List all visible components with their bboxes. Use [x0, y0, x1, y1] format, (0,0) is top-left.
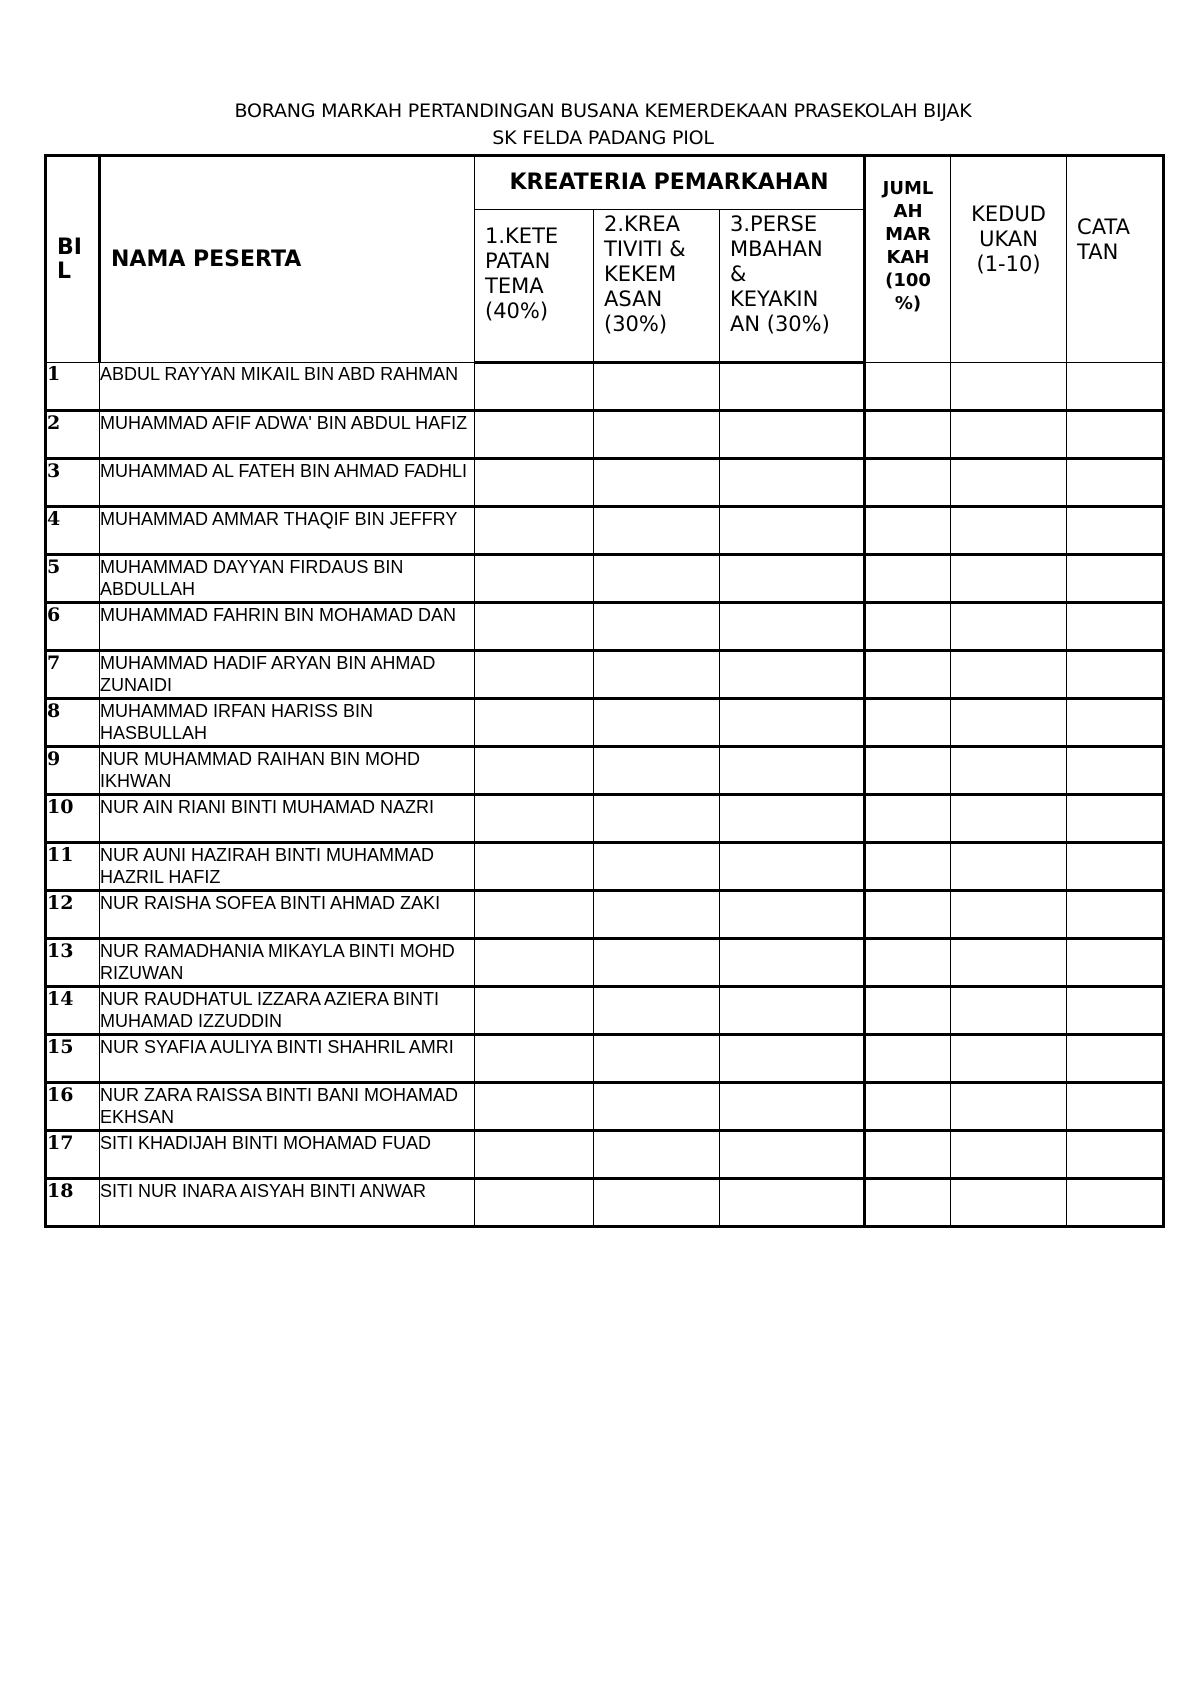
row-nama-peserta: MUHAMMAD FAHRIN BIN MOHAMAD DAN	[100, 603, 475, 651]
header-kedudukan: KEDUD UKAN (1-10)	[951, 156, 1067, 363]
score-catatan-cell[interactable]	[1067, 987, 1164, 1035]
row-bil: 18	[46, 1179, 100, 1227]
score-jumlah-cell[interactable]	[865, 363, 951, 411]
score-kedudukan-cell[interactable]	[951, 651, 1067, 699]
score-jumlah-cell[interactable]	[865, 555, 951, 603]
score-kriteria-1-cell[interactable]	[475, 651, 594, 699]
table-row	[46, 651, 1164, 699]
row-nama-peserta: MUHAMMAD AMMAR THAQIF BIN JEFFRY	[100, 507, 475, 555]
row-bil: 4	[46, 507, 100, 555]
score-kriteria-3-cell[interactable]	[720, 1131, 865, 1179]
row-bil: 6	[46, 603, 100, 651]
score-kedudukan-cell[interactable]	[951, 747, 1067, 795]
score-kedudukan-cell[interactable]	[951, 795, 1067, 843]
table-row	[46, 603, 1164, 651]
table-row	[46, 939, 1164, 987]
score-kriteria-3-cell[interactable]	[720, 507, 865, 555]
score-jumlah-cell[interactable]	[865, 1035, 951, 1083]
score-kriteria-1-cell[interactable]	[475, 987, 594, 1035]
score-kriteria-2-cell[interactable]	[594, 987, 720, 1035]
score-catatan-cell[interactable]	[1067, 795, 1164, 843]
row-nama-peserta: NUR RAUDHATUL IZZARA AZIERA BINTI MUHAMAD IZZUDDIN	[100, 987, 475, 1035]
score-jumlah-cell[interactable]	[865, 1083, 951, 1131]
score-jumlah-cell[interactable]	[865, 891, 951, 939]
table-row	[46, 891, 1164, 939]
score-catatan-cell[interactable]	[1067, 555, 1164, 603]
score-kriteria-2-cell[interactable]	[594, 1083, 720, 1131]
score-kriteria-2-cell[interactable]	[594, 507, 720, 555]
score-jumlah-cell[interactable]	[865, 987, 951, 1035]
score-jumlah-cell[interactable]	[865, 1179, 951, 1227]
row-nama-peserta: MUHAMMAD IRFAN HARISS BIN HASBULLAH	[100, 699, 475, 747]
score-kriteria-1-cell[interactable]	[475, 891, 594, 939]
score-kriteria-1-cell[interactable]	[475, 363, 594, 411]
score-kedudukan-cell[interactable]	[951, 699, 1067, 747]
score-kedudukan-cell[interactable]	[951, 987, 1067, 1035]
score-catatan-cell[interactable]	[1067, 363, 1164, 411]
score-kedudukan-cell[interactable]	[951, 843, 1067, 891]
row-nama-peserta: NUR MUHAMMAD RAIHAN BIN MOHD IKHWAN	[100, 747, 475, 795]
score-kriteria-3-cell[interactable]	[720, 891, 865, 939]
score-kriteria-2-cell[interactable]	[594, 1179, 720, 1227]
score-kriteria-1-cell[interactable]	[475, 507, 594, 555]
header-bil: BI L	[46, 156, 100, 363]
score-jumlah-cell[interactable]	[865, 699, 951, 747]
row-bil: 5	[46, 555, 100, 603]
score-catatan-cell[interactable]	[1067, 651, 1164, 699]
row-nama-peserta: SITI NUR INARA AISYAH BINTI ANWAR	[100, 1179, 475, 1227]
score-kriteria-2-cell[interactable]	[594, 555, 720, 603]
score-kriteria-3-cell[interactable]	[720, 1083, 865, 1131]
score-kriteria-2-cell[interactable]	[594, 939, 720, 987]
score-kedudukan-cell[interactable]	[951, 891, 1067, 939]
score-catatan-cell[interactable]	[1067, 699, 1164, 747]
table-row	[46, 987, 1164, 1035]
school-name: SK FELDA PADANG PIOL	[492, 127, 714, 149]
score-jumlah-cell[interactable]	[865, 939, 951, 987]
score-kriteria-3-cell[interactable]	[720, 699, 865, 747]
header-row-top	[46, 156, 1164, 210]
score-kriteria-3-cell[interactable]	[720, 459, 865, 507]
score-kriteria-3-cell[interactable]	[720, 747, 865, 795]
score-kriteria-2-cell[interactable]	[594, 699, 720, 747]
score-jumlah-cell[interactable]	[865, 1131, 951, 1179]
score-jumlah-cell[interactable]	[865, 651, 951, 699]
header-nama-peserta: NAMA PESERTA	[100, 156, 475, 363]
score-kriteria-3-cell[interactable]	[720, 411, 865, 459]
score-catatan-cell[interactable]	[1067, 603, 1164, 651]
row-bil: 13	[46, 939, 100, 987]
score-kriteria-1-cell[interactable]	[475, 795, 594, 843]
row-bil: 8	[46, 699, 100, 747]
score-kedudukan-cell[interactable]	[951, 555, 1067, 603]
score-kriteria-2-cell[interactable]	[594, 795, 720, 843]
table-row	[46, 411, 1164, 459]
score-kedudukan-cell[interactable]	[951, 1035, 1067, 1083]
row-nama-peserta: NUR RAISHA SOFEA BINTI AHMAD ZAKI	[100, 891, 475, 939]
score-kedudukan-cell[interactable]	[951, 363, 1067, 411]
header-kriteria-3: 3.PERSE MBAHAN & KEYAKIN AN (30%)	[720, 210, 865, 363]
row-bil: 10	[46, 795, 100, 843]
table-row	[46, 459, 1164, 507]
score-catatan-cell[interactable]	[1067, 1179, 1164, 1227]
row-bil: 14	[46, 987, 100, 1035]
score-kriteria-3-cell[interactable]	[720, 555, 865, 603]
row-bil: 17	[46, 1131, 100, 1179]
score-kriteria-1-cell[interactable]	[475, 411, 594, 459]
row-bil: 12	[46, 891, 100, 939]
score-kriteria-3-cell[interactable]	[720, 987, 865, 1035]
header-kriteria-1: 1.KETE PATAN TEMA (40%)	[475, 210, 594, 363]
score-kedudukan-cell[interactable]	[951, 459, 1067, 507]
score-kriteria-1-cell[interactable]	[475, 555, 594, 603]
row-bil: 9	[46, 747, 100, 795]
score-jumlah-cell[interactable]	[865, 843, 951, 891]
score-kriteria-2-cell[interactable]	[594, 603, 720, 651]
score-kriteria-1-cell[interactable]	[475, 1131, 594, 1179]
score-kriteria-3-cell[interactable]	[720, 603, 865, 651]
table-row	[46, 1179, 1164, 1227]
score-catatan-cell[interactable]	[1067, 507, 1164, 555]
score-catatan-cell[interactable]	[1067, 891, 1164, 939]
score-kriteria-1-cell[interactable]	[475, 747, 594, 795]
score-jumlah-cell[interactable]	[865, 411, 951, 459]
score-kriteria-2-cell[interactable]	[594, 411, 720, 459]
score-kriteria-2-cell[interactable]	[594, 363, 720, 411]
score-jumlah-cell[interactable]	[865, 747, 951, 795]
score-kriteria-3-cell[interactable]	[720, 363, 865, 411]
header-jumlah-markah: JUML AH MAR KAH (100 %)	[865, 156, 951, 363]
row-nama-peserta: ABDUL RAYYAN MIKAIL BIN ABD RAHMAN	[100, 363, 475, 411]
score-kriteria-2-cell[interactable]	[594, 459, 720, 507]
table-row	[46, 843, 1164, 891]
score-kriteria-1-cell[interactable]	[475, 699, 594, 747]
score-kriteria-2-cell[interactable]	[594, 891, 720, 939]
row-bil: 11	[46, 843, 100, 891]
score-kriteria-2-cell[interactable]	[594, 843, 720, 891]
row-nama-peserta: NUR RAMADHANIA MIKAYLA BINTI MOHD RIZUWAN	[100, 939, 475, 987]
score-catatan-cell[interactable]	[1067, 1083, 1164, 1131]
table-row	[46, 555, 1164, 603]
score-jumlah-cell[interactable]	[865, 795, 951, 843]
score-catatan-cell[interactable]	[1067, 1035, 1164, 1083]
document-header	[44, 98, 1162, 152]
score-table	[44, 154, 1165, 1228]
row-nama-peserta: MUHAMMAD HADIF ARYAN BIN AHMAD ZUNAIDI	[100, 651, 475, 699]
score-kriteria-1-cell[interactable]	[475, 459, 594, 507]
row-nama-peserta: NUR AUNI HAZIRAH BINTI MUHAMMAD HAZRIL HAFIZ	[100, 843, 475, 891]
score-kedudukan-cell[interactable]	[951, 1131, 1067, 1179]
score-catatan-cell[interactable]	[1067, 459, 1164, 507]
score-jumlah-cell[interactable]	[865, 603, 951, 651]
score-kriteria-2-cell[interactable]	[594, 1035, 720, 1083]
row-bil: 7	[46, 651, 100, 699]
row-nama-peserta: SITI KHADIJAH BINTI MOHAMAD FUAD	[100, 1131, 475, 1179]
score-kedudukan-cell[interactable]	[951, 507, 1067, 555]
score-kriteria-1-cell[interactable]	[475, 843, 594, 891]
score-kriteria-1-cell[interactable]	[475, 603, 594, 651]
score-kriteria-1-cell[interactable]	[475, 1035, 594, 1083]
document-title: BORANG MARKAH PERTANDINGAN BUSANA KEMERDEKAAN PRASEKOLAH BIJAK	[234, 100, 972, 122]
table-row	[46, 699, 1164, 747]
row-nama-peserta: NUR SYAFIA AULIYA BINTI SHAHRIL AMRI	[100, 1035, 475, 1083]
row-nama-peserta: NUR AIN RIANI BINTI MUHAMAD NAZRI	[100, 795, 475, 843]
score-kriteria-1-cell[interactable]	[475, 1083, 594, 1131]
row-bil: 16	[46, 1083, 100, 1131]
row-bil: 2	[46, 411, 100, 459]
score-kriteria-3-cell[interactable]	[720, 795, 865, 843]
score-kriteria-2-cell[interactable]	[594, 747, 720, 795]
table-row	[46, 507, 1164, 555]
score-catatan-cell[interactable]	[1067, 939, 1164, 987]
score-kriteria-3-cell[interactable]	[720, 651, 865, 699]
table-row	[46, 747, 1164, 795]
score-kriteria-2-cell[interactable]	[594, 651, 720, 699]
table-row	[46, 795, 1164, 843]
score-jumlah-cell[interactable]	[865, 459, 951, 507]
table-row	[46, 363, 1164, 411]
score-jumlah-cell[interactable]	[865, 507, 951, 555]
score-kriteria-3-cell[interactable]	[720, 1035, 865, 1083]
score-kedudukan-cell[interactable]	[951, 939, 1067, 987]
row-bil: 1	[46, 363, 100, 411]
table-body	[46, 363, 1164, 1227]
score-kriteria-3-cell[interactable]	[720, 939, 865, 987]
row-bil: 3	[46, 459, 100, 507]
row-nama-peserta: MUHAMMAD AFIF ADWA' BIN ABDUL HAFIZ	[100, 411, 475, 459]
row-nama-peserta: MUHAMMAD DAYYAN FIRDAUS BIN ABDULLAH	[100, 555, 475, 603]
score-kriteria-2-cell[interactable]	[594, 1131, 720, 1179]
row-nama-peserta: NUR ZARA RAISSA BINTI BANI MOHAMAD EKHSAN	[100, 1083, 475, 1131]
table-row	[46, 1083, 1164, 1131]
row-bil: 15	[46, 1035, 100, 1083]
score-catatan-cell[interactable]	[1067, 1131, 1164, 1179]
table-row	[46, 1131, 1164, 1179]
score-kedudukan-cell[interactable]	[951, 411, 1067, 459]
score-kriteria-1-cell[interactable]	[475, 1179, 594, 1227]
score-kedudukan-cell[interactable]	[951, 1179, 1067, 1227]
score-catatan-cell[interactable]	[1067, 747, 1164, 795]
score-kedudukan-cell[interactable]	[951, 603, 1067, 651]
score-kedudukan-cell[interactable]	[951, 1083, 1067, 1131]
score-kriteria-3-cell[interactable]	[720, 1179, 865, 1227]
header-kriteria: KREATERIA PEMARKAHAN	[475, 156, 865, 210]
header-catatan: CATA TAN	[1067, 156, 1164, 363]
table-row	[46, 1035, 1164, 1083]
score-kriteria-1-cell[interactable]	[475, 939, 594, 987]
score-catatan-cell[interactable]	[1067, 843, 1164, 891]
header-kriteria-2: 2.KREA TIVITI & KEKEM ASAN (30%)	[594, 210, 720, 363]
score-kriteria-3-cell[interactable]	[720, 843, 865, 891]
score-catatan-cell[interactable]	[1067, 411, 1164, 459]
row-nama-peserta: MUHAMMAD AL FATEH BIN AHMAD FADHLI	[100, 459, 475, 507]
